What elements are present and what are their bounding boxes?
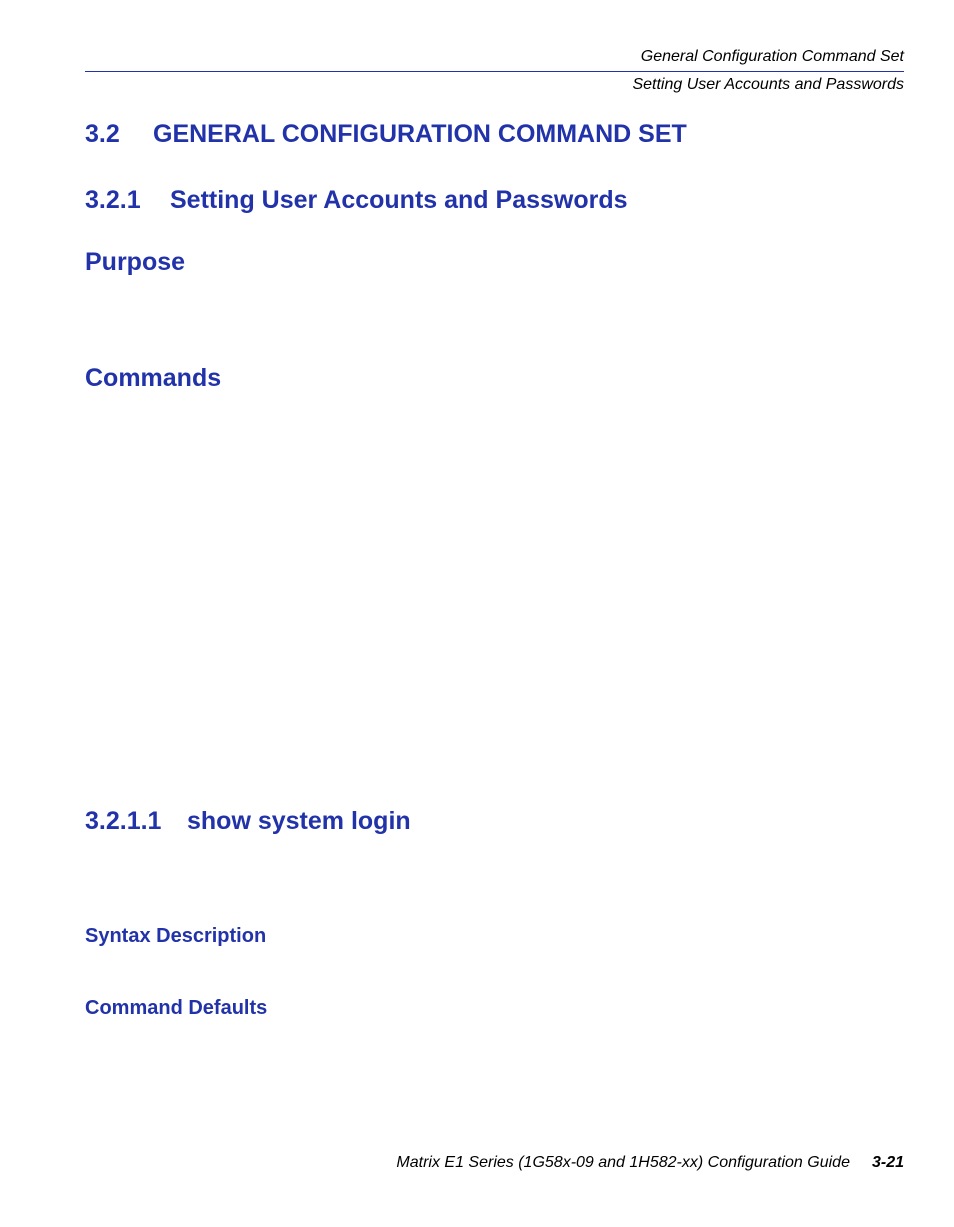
page-number: 3-21 bbox=[871, 1154, 904, 1171]
commands-heading: Commands bbox=[85, 364, 222, 392]
purpose-heading: Purpose bbox=[85, 248, 186, 276]
header-rule bbox=[85, 71, 904, 72]
syntax-description-heading: Syntax Description bbox=[85, 925, 267, 947]
section-number: 3.2 bbox=[85, 120, 120, 148]
footer-guide-title: Matrix E1 Series (1G58x-09 and 1H582-xx) Configuration Guide bbox=[396, 1154, 850, 1171]
subsection-title: Setting User Accounts and Passwords bbox=[170, 186, 628, 214]
subsection-heading bbox=[85, 186, 628, 215]
command-defaults-heading: Command Defaults bbox=[85, 997, 268, 1019]
subsubsection-title: show system login bbox=[187, 807, 411, 835]
running-header-chapter: General Configuration Command Set bbox=[640, 48, 904, 65]
subsubsection-number: 3.2.1.1 bbox=[85, 807, 162, 835]
subsubsection-heading bbox=[85, 807, 411, 836]
subsection-number: 3.2.1 bbox=[85, 186, 141, 214]
running-header-section: Setting User Accounts and Passwords bbox=[632, 76, 904, 93]
section-title: GENERAL CONFIGURATION COMMAND SET bbox=[153, 120, 687, 148]
section-heading bbox=[85, 120, 687, 149]
page-footer bbox=[396, 1154, 904, 1172]
